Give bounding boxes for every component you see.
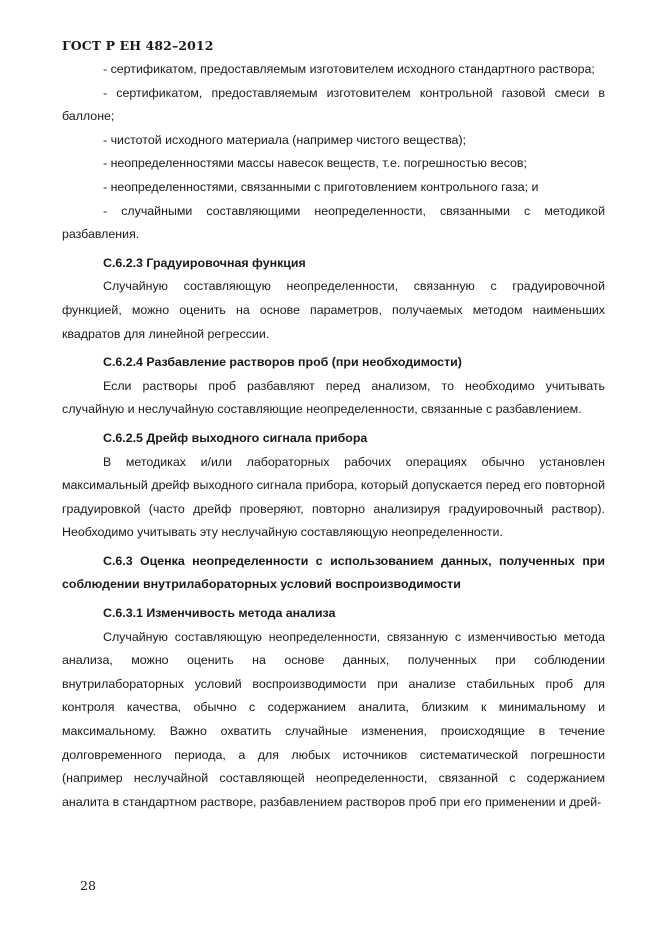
bullet-item: - сертификатом, предоставляемым изготовителем контрольной газовой смеси в баллоне; — [62, 85, 605, 124]
page-number: 28 — [80, 878, 96, 893]
section-heading: С.6.3.1 Изменчивость метода анализа — [103, 606, 336, 621]
paragraph: В методиках и/или лабораторных рабочих операциях обычно установлен максимальный дрейф выходного сигнала прибора, который допускается перед его повторной градуировкой (часто дрейф проверяют, повторно анализируя градуировочный раствор). Необходимо учитывать эту неслучайную составляющую неопределенности. — [62, 454, 605, 540]
section-heading: С.6.2.4 Разбавление растворов проб (при необходимости) — [103, 355, 462, 370]
section-heading: С.6.2.5 Дрейф выходного сигнала прибора — [103, 430, 368, 445]
bullet-item: - сертификатом, предоставляемым изготовителем исходного стандартного раствора; — [103, 62, 595, 76]
document-body — [62, 58, 605, 814]
bullet-item: - неопределенностями, связанными с приготовлением контрольного газа; и — [103, 179, 539, 194]
document-header: ГОСТ Р ЕН 482–2012 — [62, 38, 214, 53]
bullet-item: - случайными составляющими неопределенности, связанными с методикой разбавления. — [62, 203, 605, 242]
bullet-item: - неопределенностями массы навесок веществ, т.е. погрешностью весов; — [103, 156, 527, 171]
paragraph: Случайную составляющую неопределенности, связанную с изменчивостью метода анализа, можно оценить на основе данных, полученных при соблюдении внутрилабораторных условий воспроизводимости при анализе стабильных проб для контроля качества, обычно с содержанием аналита, близким к минимальному и максимальному. Важно охватить случайные изменения, происходящие в течение долговременного периода, а для любых источников систематической погрешности (например неслучайной составляющей неопределенности, связанной с содержанием аналита в стандартном растворе, разбавлением растворов проб при его применении и дрей- — [62, 629, 605, 809]
section-heading: С.6.2.3 Градуировочная функция — [103, 255, 306, 270]
bullet-item: - чистотой исходного материала (например чистого вещества); — [103, 132, 467, 147]
paragraph: Если растворы проб разбавляют перед анализом, то необходимо учитывать случайную и неслучайную составляющие неопределенности, связанные с разбавлением. — [62, 378, 605, 417]
section-heading: С.6.3 Оценка неопределенности с использованием данных, полученных при соблюдении внутрилабораторных условий воспроизводимости — [62, 553, 605, 592]
paragraph: Случайную составляющую неопределенности, связанную с градуировочной функцией, можно оценить на основе параметров, получаемых методом наименьших квадратов для линейной регрессии. — [62, 279, 605, 341]
